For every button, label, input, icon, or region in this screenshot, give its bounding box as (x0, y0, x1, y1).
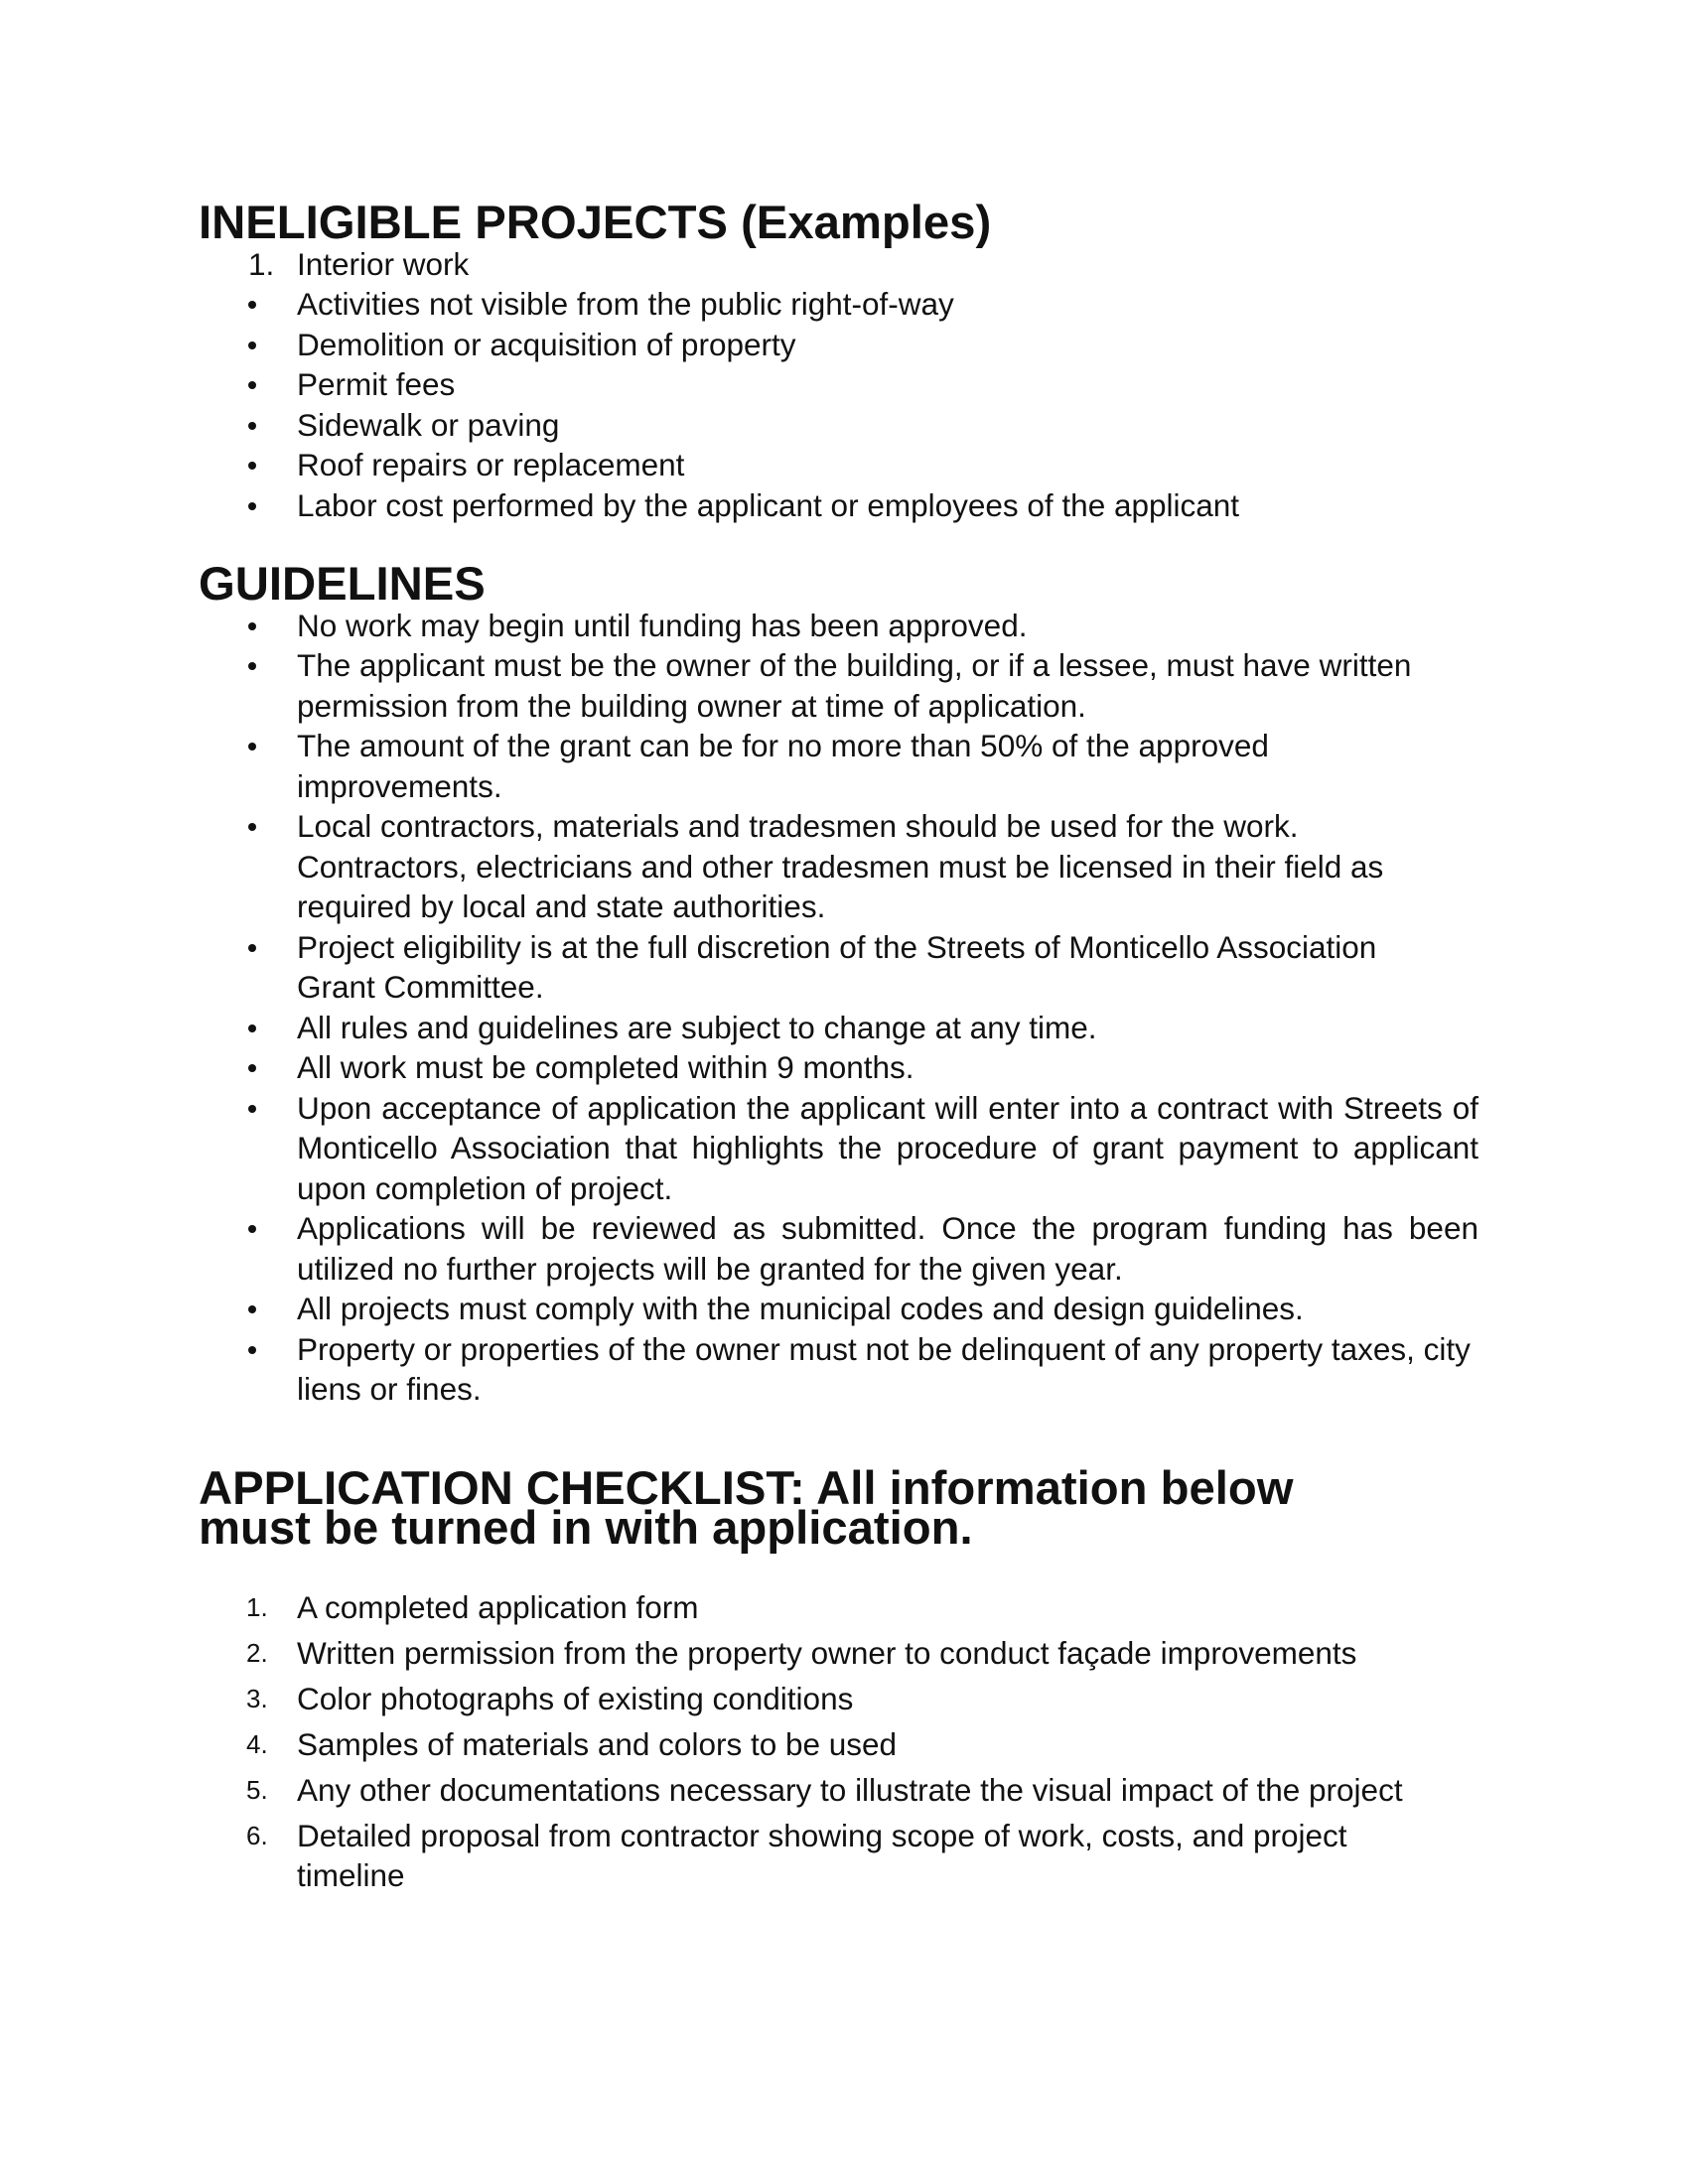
list-item-text: Interior work (297, 245, 470, 282)
list-item (199, 244, 1488, 285)
list-item-text: All work must be completed within 9 months. (297, 1049, 914, 1085)
list-item-text: Upon acceptance of application the applicant will enter into a contract with Streets of Monticello Association that highlights the procedure of grant payment to applicant upon completion of project. (297, 1089, 1478, 1206)
ineligible-projects-list (199, 244, 1489, 526)
list-item (199, 726, 1419, 806)
list-item-text: A completed application form (297, 1588, 699, 1625)
bullet-icon (248, 462, 256, 470)
list-number: 5. (246, 1774, 268, 1805)
bullet-icon (248, 1346, 256, 1354)
bullet-icon (248, 944, 256, 952)
list-item-text: Project eligibility is at the full discretion of the Streets of Monticello Association Grant Committee. (297, 928, 1377, 1005)
list-item (199, 1587, 1488, 1628)
list-item (199, 1329, 1478, 1410)
list-item (199, 645, 1419, 726)
list-item-text: Property or properties of the owner must not be delinquent of any property taxes, city liens or fines. (297, 1330, 1471, 1407)
bullet-icon (248, 662, 256, 670)
list-item-text: Color photographs of existing conditions (297, 1680, 854, 1716)
list-item-text: Detailed proposal from contractor showing scope of work, costs, and project timeline (297, 1817, 1347, 1893)
list-item (199, 445, 1488, 485)
bullet-icon (248, 381, 256, 389)
bullet-icon (248, 743, 256, 751)
bullet-icon (248, 1064, 256, 1072)
list-item-text: Any other documentations necessary to illustrate the visual impact of the project (297, 1771, 1403, 1808)
list-item (199, 1008, 1488, 1048)
list-item (199, 1679, 1488, 1719)
list-item-text: Local contractors, materials and tradesmen should be used for the work. Contractors, electricians and other tradesmen must be licensed in their field as required by local and state authorities. (297, 808, 1384, 924)
list-number: 3. (246, 1683, 268, 1713)
list-item (199, 927, 1459, 1008)
list-item (199, 405, 1488, 446)
bullet-icon (248, 422, 256, 430)
bullet-icon (248, 301, 256, 309)
guidelines-list (199, 606, 1489, 1410)
bullet-icon (248, 341, 256, 349)
list-item-text: Permit fees (297, 366, 456, 402)
list-item (199, 1633, 1488, 1674)
list-item-text: The applicant must be the owner of the building, or if a lessee, must have written permission from the building owner at time of application. (297, 647, 1412, 724)
bullet-icon (248, 1024, 256, 1032)
list-item-text: Written permission from the property owner to conduct façade improvements (297, 1634, 1357, 1671)
list-number: 6. (246, 1820, 268, 1850)
list-item-text: Demolition or acquisition of property (297, 326, 796, 362)
bullet-icon (248, 622, 256, 630)
application-checklist-list (199, 1587, 1489, 1896)
ineligible-projects-heading: INELIGIBLE PROJECTS (Examples) (199, 197, 992, 249)
list-item-text: No work may begin until funding has been approved. (297, 607, 1028, 643)
list-item-text: All projects must comply with the municipal codes and design guidelines. (297, 1291, 1304, 1326)
bullet-icon (248, 502, 256, 510)
list-item (199, 325, 1488, 365)
application-checklist-heading: APPLICATION CHECKLIST: All information below must be turned in with application. (199, 1461, 1294, 1555)
document-page (199, 197, 1489, 1901)
list-number: 4. (246, 1728, 268, 1759)
list-item (199, 1047, 1488, 1088)
list-item-text: The amount of the grant can be for no more than 50% of the approved improvements. (297, 728, 1269, 804)
list-item-text: Labor cost performed by the applicant or employees of the applicant (297, 486, 1240, 523)
bullet-icon (248, 1225, 256, 1233)
list-item-text: Activities not visible from the public right-of-way (297, 286, 954, 322)
list-number: 2. (246, 1637, 268, 1668)
guidelines-heading: GUIDELINES (199, 558, 486, 611)
list-item-text: All rules and guidelines are subject to change at any time. (297, 1009, 1097, 1045)
list-item-text: Applications will be reviewed as submitted. Once the program funding has been utilized no further projects will be granted for the given year. (297, 1210, 1478, 1287)
bullet-icon (248, 1305, 256, 1313)
list-item (199, 606, 1488, 646)
bullet-icon (248, 823, 256, 831)
bullet-icon (248, 1105, 256, 1113)
list-item (199, 806, 1454, 927)
list-item (199, 1208, 1478, 1289)
list-number: 1. (246, 1591, 268, 1622)
list-item (199, 1289, 1488, 1329)
list-item (199, 485, 1488, 526)
list-item (199, 1724, 1488, 1765)
list-item (199, 364, 1488, 405)
list-item (199, 1770, 1488, 1811)
list-item (199, 1816, 1409, 1896)
list-number: 1. (248, 245, 275, 282)
list-item-text: Sidewalk or paving (297, 406, 560, 443)
list-item (199, 1088, 1478, 1209)
list-item-text: Samples of materials and colors to be used (297, 1725, 898, 1762)
list-item (199, 284, 1488, 325)
list-item-text: Roof repairs or replacement (297, 447, 685, 482)
